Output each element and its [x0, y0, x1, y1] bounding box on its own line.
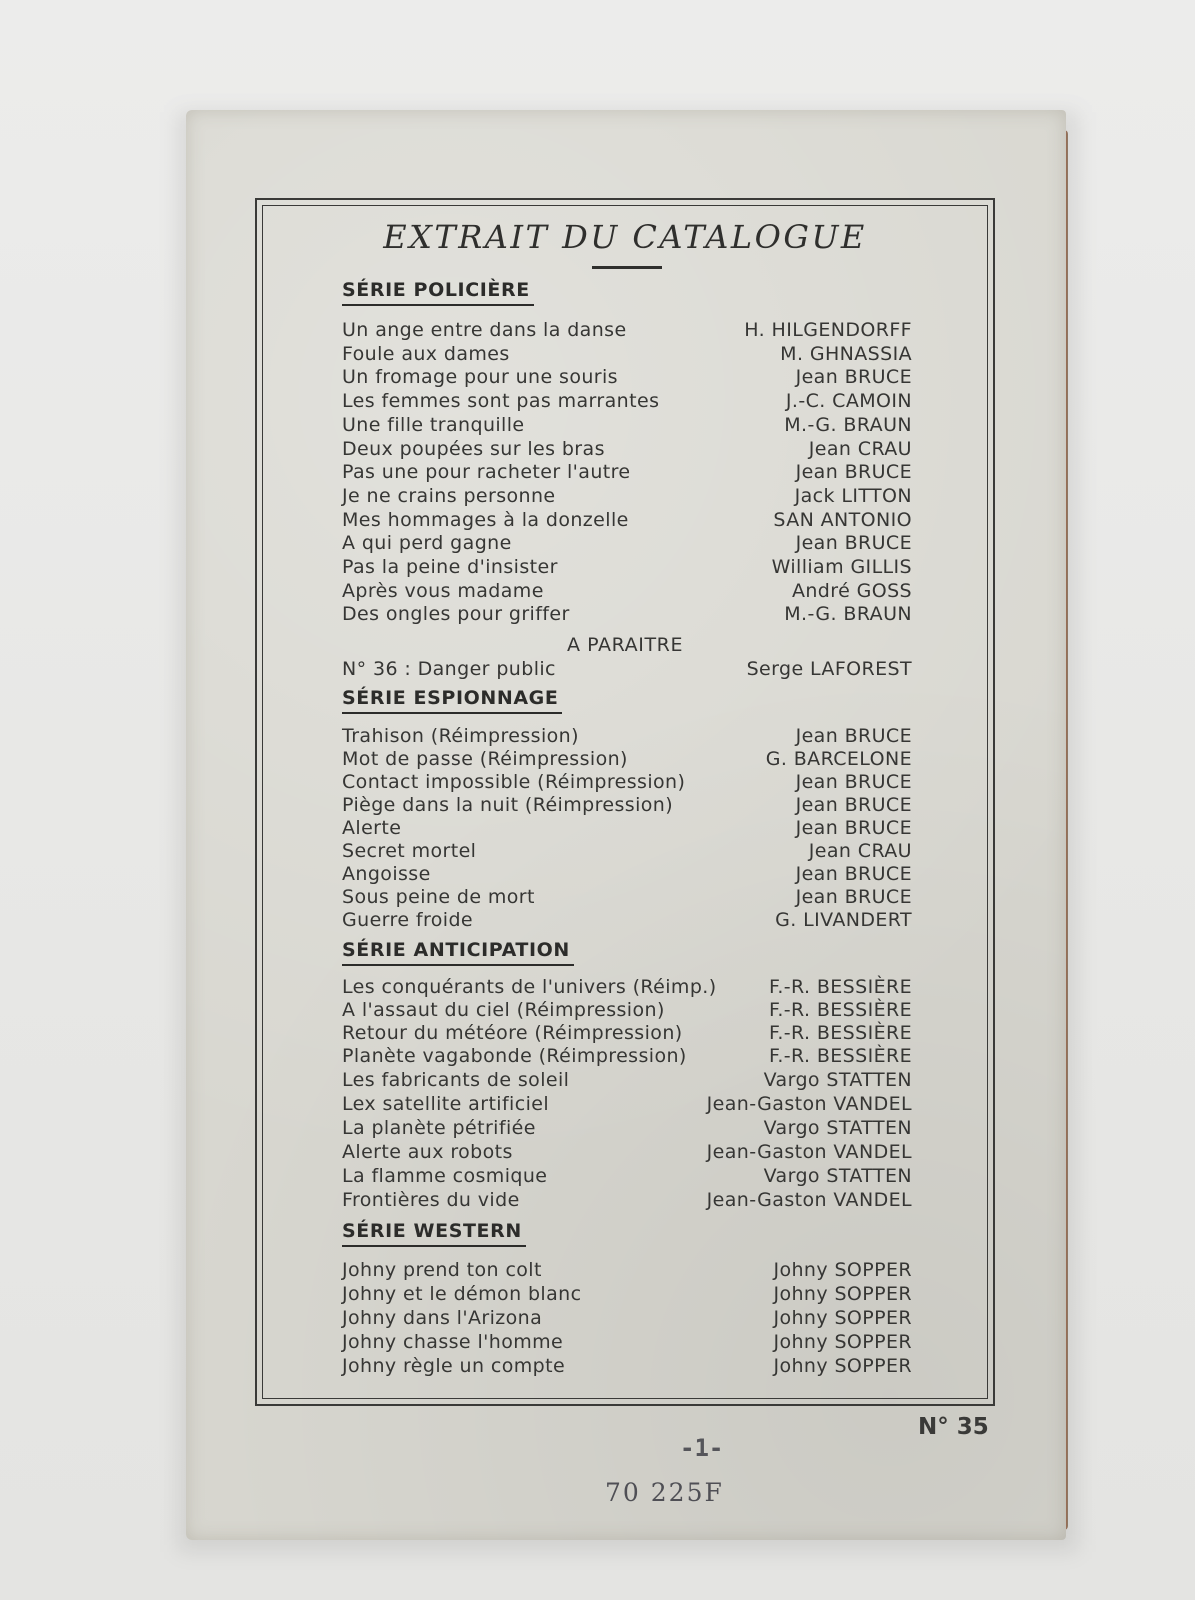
list-item: [342, 531, 912, 555]
list-item: [342, 1282, 912, 1306]
book-author: Johny SOPPER: [773, 1307, 912, 1329]
book-title: Secret mortel: [342, 840, 477, 862]
book-author: Jean BRUCE: [795, 725, 912, 747]
list-item: [342, 816, 912, 840]
list-item: [342, 484, 912, 508]
book-author: Jean BRUCE: [795, 366, 912, 388]
list-item: [342, 1354, 912, 1378]
list-item: [342, 724, 912, 748]
book-title: Pas la peine d'insister: [342, 556, 558, 578]
list-item: [342, 1164, 912, 1188]
book-author: Johny SOPPER: [773, 1355, 912, 1377]
book-author: Jack LITTON: [794, 485, 912, 507]
book-author: Jean BRUCE: [795, 461, 912, 483]
list-item: [342, 770, 912, 794]
list-item: [342, 579, 912, 603]
list-item: [342, 1258, 912, 1282]
book-title: Johny règle un compte: [342, 1355, 566, 1377]
book-author: Vargo STATTEN: [763, 1069, 912, 1091]
issue-number: N° 35: [918, 1414, 989, 1440]
book-title: Johny et le démon blanc: [342, 1283, 582, 1305]
book-title: Alerte: [342, 817, 402, 839]
book-author: Johny SOPPER: [773, 1331, 912, 1353]
list-item: [342, 747, 912, 771]
stamp-line-top: -1-: [680, 1434, 724, 1462]
book-author: M.-G. BRAUN: [784, 414, 912, 436]
list-item: [342, 1044, 912, 1068]
book-author: Jean CRAU: [808, 438, 912, 460]
book-author: J.-C. CAMOIN: [785, 390, 912, 412]
section-heading-policiere: SÉRIE POLICIÈRE: [342, 279, 534, 306]
book-author: Jean BRUCE: [795, 817, 912, 839]
book-author: M. GHNASSIA: [780, 343, 912, 365]
book-title: Johny prend ton colt: [342, 1259, 542, 1281]
book-title: Pas une pour racheter l'autre: [342, 461, 631, 483]
book-title: Les conquérants de l'univers (Réimp.): [342, 976, 717, 998]
book-author: G. LIVANDERT: [775, 909, 912, 931]
book-author: Jean BRUCE: [795, 794, 912, 816]
book-title: Johny chasse l'homme: [342, 1331, 564, 1353]
book-title: Alerte aux robots: [342, 1141, 513, 1163]
list-item: [342, 1068, 912, 1092]
book-title: Guerre froide: [342, 909, 473, 931]
book-author: Jean-Gaston VANDEL: [706, 1189, 912, 1211]
list-item: [342, 460, 912, 484]
book-author: M.-G. BRAUN: [784, 603, 912, 625]
list-item: [342, 1021, 912, 1045]
book-author: G. BARCELONE: [765, 748, 912, 770]
book-author: André GOSS: [791, 580, 912, 602]
book-author: Serge LAFOREST: [746, 658, 912, 680]
book-title: Planète vagabonde (Réimpression): [342, 1045, 687, 1067]
list-item: [342, 342, 912, 366]
list-item: [342, 555, 912, 579]
list-item: [342, 389, 912, 413]
book-title: Frontières du vide: [342, 1189, 520, 1211]
book-author: Vargo STATTEN: [763, 1165, 912, 1187]
book-author: SAN ANTONIO: [773, 509, 912, 531]
book-author: Jean BRUCE: [795, 532, 912, 554]
upcoming-item: [342, 657, 912, 681]
book-title: Mes hommages à la donzelle: [342, 509, 629, 531]
book-title: Foule aux dames: [342, 343, 510, 365]
book-title: Piège dans la nuit (Réimpression): [342, 794, 674, 816]
book-title: Johny dans l'Arizona: [342, 1307, 543, 1329]
book-author: Jean BRUCE: [795, 886, 912, 908]
book-title: N° 36 : Danger public: [342, 658, 556, 680]
book-title: Après vous madame: [342, 580, 544, 602]
list-item: [342, 862, 912, 886]
list-item: [342, 1092, 912, 1116]
book-author: Jean-Gaston VANDEL: [706, 1141, 912, 1163]
book-title: La planète pétrifiée: [342, 1117, 536, 1139]
book-title: Les fabricants de soleil: [342, 1069, 570, 1091]
book-title: Angoisse: [342, 863, 431, 885]
list-item: [342, 1140, 912, 1164]
book-author: Johny SOPPER: [773, 1283, 912, 1305]
book-title: Des ongles pour griffer: [342, 603, 570, 625]
section-heading-anticipation: SÉRIE ANTICIPATION: [342, 939, 574, 966]
book-title: Un ange entre dans la danse: [342, 319, 627, 341]
list-item: [342, 998, 912, 1022]
list-item: [342, 908, 912, 932]
list-item: [342, 437, 912, 461]
catalog-title: EXTRAIT DU CATALOGUE: [383, 218, 867, 256]
list-item: [342, 839, 912, 863]
book-title: Mot de passe (Réimpression): [342, 748, 628, 770]
title-rule: [592, 266, 662, 269]
book-title: Je ne crains personne: [342, 485, 556, 507]
book-title: Une fille tranquille: [342, 414, 525, 436]
list-item: [342, 885, 912, 909]
list-item: [342, 1188, 912, 1212]
book-author: Jean CRAU: [808, 840, 912, 862]
book-author: Jean BRUCE: [795, 863, 912, 885]
upcoming-label: A PARAITRE: [566, 634, 684, 656]
list-item: [342, 508, 912, 532]
list-item: [342, 793, 912, 817]
book-author: William GILLIS: [771, 556, 912, 578]
list-item: [342, 365, 912, 389]
book-title: Deux poupées sur les bras: [342, 438, 605, 460]
book-title: Trahison (Réimpression): [342, 725, 579, 747]
book-title: Sous peine de mort: [342, 886, 535, 908]
book-title: La flamme cosmique: [342, 1165, 548, 1187]
book-title: A qui perd gagne: [342, 532, 512, 554]
book-title: Contact impossible (Réimpression): [342, 771, 686, 793]
book-author: F.-R. BESSIÈRE: [769, 976, 912, 998]
section-heading-espionnage: SÉRIE ESPIONNAGE: [342, 687, 562, 714]
stamp-line-bottom: 70 225F: [605, 1478, 724, 1507]
book-author: Johny SOPPER: [773, 1259, 912, 1281]
book-author: Jean BRUCE: [795, 771, 912, 793]
list-item: [342, 1116, 912, 1140]
book-title: Un fromage pour une souris: [342, 366, 618, 388]
book-title: Lex satellite artificiel: [342, 1093, 550, 1115]
list-item: [342, 602, 912, 626]
book-author: F.-R. BESSIÈRE: [769, 1045, 912, 1067]
book-author: H. HILGENDORFF: [744, 319, 912, 341]
book-author: Jean-Gaston VANDEL: [706, 1093, 912, 1115]
book-author: Vargo STATTEN: [763, 1117, 912, 1139]
section-heading-western: SÉRIE WESTERN: [342, 1220, 526, 1247]
book-author: F.-R. BESSIÈRE: [769, 1022, 912, 1044]
book-title: Retour du météore (Réimpression): [342, 1022, 683, 1044]
list-item: [342, 1330, 912, 1354]
list-item: [342, 318, 912, 342]
list-item: [342, 975, 912, 999]
book-author: F.-R. BESSIÈRE: [769, 999, 912, 1021]
list-item: [342, 1306, 912, 1330]
book-title: Les femmes sont pas marrantes: [342, 390, 660, 412]
book-title: A l'assaut du ciel (Réimpression): [342, 999, 665, 1021]
list-item: [342, 413, 912, 437]
